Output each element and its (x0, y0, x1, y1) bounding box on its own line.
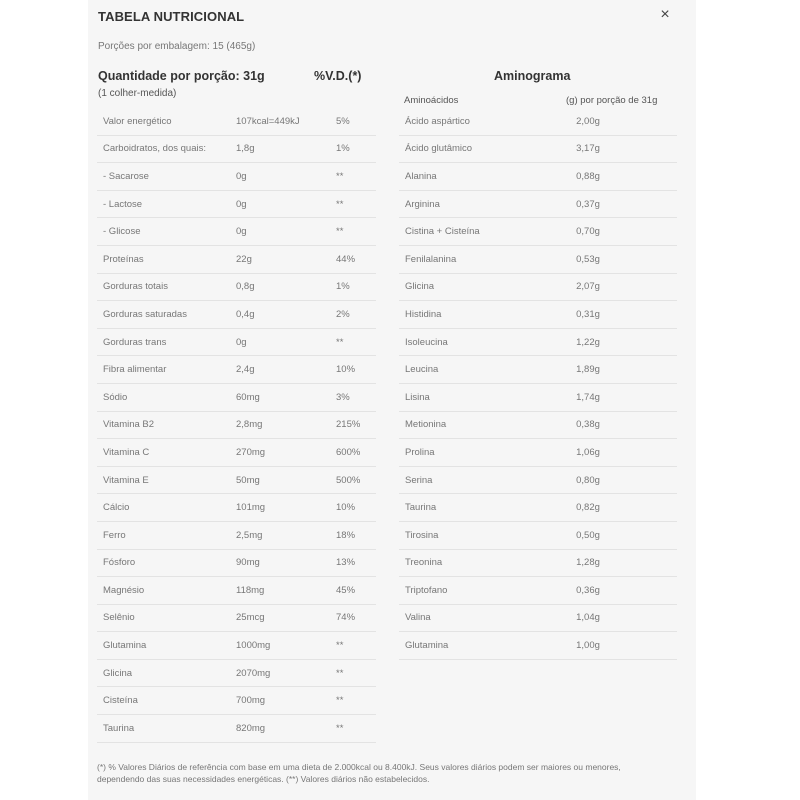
amino-amount: 1,22g (546, 328, 677, 356)
nutrient-amount: 0,4g (236, 301, 336, 329)
amino-amount: 1,28g (546, 549, 677, 577)
nutrition-row (97, 383, 376, 411)
nutrient-name: Proteínas (97, 245, 236, 273)
amino-name: Tirosina (399, 521, 546, 549)
amino-name: Alanina (399, 163, 546, 191)
amino-amount: 0,37g (546, 190, 677, 218)
nutrient-vd: ** (336, 163, 376, 191)
amino-name: Cistina + Cisteína (399, 218, 546, 246)
nutrient-name: Vitamina C (97, 439, 236, 467)
nutrient-name: Fósforo (97, 549, 236, 577)
nutrient-vd: ** (336, 659, 376, 687)
aminogram-row (399, 245, 677, 273)
amino-amount: 0,36g (546, 577, 677, 605)
amino-amount: 0,82g (546, 494, 677, 522)
nutrient-vd: 44% (336, 245, 376, 273)
nutrition-row (97, 163, 376, 191)
amino-amount: 0,80g (546, 466, 677, 494)
nutrition-row (97, 439, 376, 467)
aminogram-row (399, 190, 677, 218)
nutrition-row (97, 715, 376, 743)
modal-title: TABELA NUTRICIONAL (98, 9, 245, 24)
aminogram-row (399, 108, 677, 135)
nutrient-name: Cálcio (97, 494, 236, 522)
aminogram-col-name: Aminoácidos (404, 95, 459, 106)
aminogram-row (399, 632, 677, 660)
nutrient-vd: 45% (336, 577, 376, 605)
amino-name: Triptofano (399, 577, 546, 605)
amino-amount: 3,17g (546, 135, 677, 163)
nutrition-row (97, 190, 376, 218)
nutrient-amount: 22g (236, 245, 336, 273)
nutrition-row (97, 218, 376, 246)
portions-text: Porções por embalagem: 15 (465g) (98, 41, 256, 52)
aminogram-row (399, 439, 677, 467)
aminogram-title: Aminograma (494, 69, 571, 83)
nutrient-name: Sódio (97, 383, 236, 411)
amino-name: Metionina (399, 411, 546, 439)
aminogram-col-amount: (g) por porção de 31g (566, 95, 658, 106)
nutrient-vd: 600% (336, 439, 376, 467)
aminogram-row (399, 411, 677, 439)
amino-amount: 1,74g (546, 383, 677, 411)
nutrition-table (97, 108, 376, 743)
amino-amount: 0,50g (546, 521, 677, 549)
amino-name: Histidina (399, 301, 546, 329)
footnote: (*) % Valores Diários de referência com base em uma dieta de 2.000kcal ou 8.400kJ. Seus valores diários podem ser maiores ou menores, dependendo das suas necessidades energéticas. (**) Valores diários não estabelecidos. (97, 762, 621, 784)
amino-amount: 0,70g (546, 218, 677, 246)
amino-name: Isoleucina (399, 328, 546, 356)
nutrition-row (97, 687, 376, 715)
aminogram-row (399, 163, 677, 191)
nutrient-name: Glicina (97, 659, 236, 687)
nutrient-name: Carboidratos, dos quais: (97, 135, 236, 163)
aminogram-row (399, 135, 677, 163)
nutrition-row (97, 494, 376, 522)
nutrient-vd: ** (336, 190, 376, 218)
nutrient-amount: 107kcal=449kJ (236, 108, 336, 135)
nutrient-amount: 2,5mg (236, 521, 336, 549)
amino-amount: 1,89g (546, 356, 677, 384)
nutrition-row (97, 577, 376, 605)
measure-text: (1 colher-medida) (98, 88, 177, 99)
amino-amount: 2,07g (546, 273, 677, 301)
amino-name: Valina (399, 604, 546, 632)
nutrient-amount: 0g (236, 328, 336, 356)
nutrient-amount: 90mg (236, 549, 336, 577)
aminogram-row (399, 549, 677, 577)
nutrient-vd: 18% (336, 521, 376, 549)
nutrient-amount: 2,4g (236, 356, 336, 384)
nutrient-vd: 5% (336, 108, 376, 135)
amino-name: Glutamina (399, 632, 546, 660)
nutrient-name: Selênio (97, 604, 236, 632)
nutrient-vd: ** (336, 632, 376, 660)
nutrition-row (97, 108, 376, 135)
aminogram-row (399, 466, 677, 494)
nutrient-vd: 2% (336, 301, 376, 329)
amino-amount: 1,00g (546, 632, 677, 660)
amino-name: Lisina (399, 383, 546, 411)
nutrition-row (97, 466, 376, 494)
nutrient-name: Gorduras totais (97, 273, 236, 301)
nutrient-amount: 118mg (236, 577, 336, 605)
nutrient-vd: 74% (336, 604, 376, 632)
amino-amount: 0,88g (546, 163, 677, 191)
nutrient-vd: 10% (336, 494, 376, 522)
nutrition-row (97, 328, 376, 356)
amino-amount: 0,53g (546, 245, 677, 273)
nutrient-vd: 3% (336, 383, 376, 411)
amino-name: Treonina (399, 549, 546, 577)
aminogram-row (399, 604, 677, 632)
nutrient-amount: 700mg (236, 687, 336, 715)
vd-header: %V.D.(*) (314, 69, 362, 83)
amino-amount: 1,04g (546, 604, 677, 632)
amino-name: Taurina (399, 494, 546, 522)
nutrient-vd: ** (336, 328, 376, 356)
nutrient-amount: 0,8g (236, 273, 336, 301)
aminogram-row (399, 577, 677, 605)
nutrient-name: Vitamina E (97, 466, 236, 494)
nutrient-vd: 500% (336, 466, 376, 494)
nutrient-name: - Sacarose (97, 163, 236, 191)
amino-amount: 1,06g (546, 439, 677, 467)
nutrient-name: Magnésio (97, 577, 236, 605)
amino-name: Leucina (399, 356, 546, 384)
nutrient-amount: 101mg (236, 494, 336, 522)
aminogram-row (399, 273, 677, 301)
nutrition-row (97, 659, 376, 687)
nutrient-name: Valor energético (97, 108, 236, 135)
amino-name: Serina (399, 466, 546, 494)
aminogram-row (399, 218, 677, 246)
nutrition-row (97, 356, 376, 384)
amino-name: Glicina (399, 273, 546, 301)
nutrient-name: Cisteína (97, 687, 236, 715)
nutrient-name: Fibra alimentar (97, 356, 236, 384)
nutrition-row (97, 135, 376, 163)
nutrition-row (97, 301, 376, 329)
nutrient-amount: 50mg (236, 466, 336, 494)
nutrient-amount: 60mg (236, 383, 336, 411)
nutrient-amount: 270mg (236, 439, 336, 467)
nutrient-vd: ** (336, 218, 376, 246)
aminogram-row (399, 494, 677, 522)
amino-amount: 0,31g (546, 301, 677, 329)
nutrient-amount: 1,8g (236, 135, 336, 163)
nutrition-row (97, 411, 376, 439)
nutrient-vd: 1% (336, 135, 376, 163)
nutrient-name: Ferro (97, 521, 236, 549)
nutrient-amount: 25mcg (236, 604, 336, 632)
aminogram-row (399, 356, 677, 384)
nutrient-amount: 0g (236, 218, 336, 246)
aminogram-row (399, 521, 677, 549)
nutrient-vd: 10% (336, 356, 376, 384)
amino-name: Fenilalanina (399, 245, 546, 273)
nutrient-vd: ** (336, 715, 376, 743)
nutrient-amount: 0g (236, 163, 336, 191)
nutrient-name: Vitamina B2 (97, 411, 236, 439)
nutrient-name: Gorduras trans (97, 328, 236, 356)
aminogram-row (399, 328, 677, 356)
nutrition-row (97, 245, 376, 273)
amino-name: Prolina (399, 439, 546, 467)
nutrition-row (97, 521, 376, 549)
nutrient-vd: 215% (336, 411, 376, 439)
nutrition-row (97, 273, 376, 301)
amino-name: Ácido glutâmico (399, 135, 546, 163)
nutrient-name: Glutamina (97, 632, 236, 660)
nutrient-amount: 1000mg (236, 632, 336, 660)
nutrient-name: - Lactose (97, 190, 236, 218)
amino-amount: 2,00g (546, 108, 677, 135)
nutrient-name: Gorduras saturadas (97, 301, 236, 329)
nutrition-row (97, 632, 376, 660)
amino-name: Arginina (399, 190, 546, 218)
nutrient-amount: 0g (236, 190, 336, 218)
aminogram-table (399, 108, 677, 660)
nutrient-name: - Glicose (97, 218, 236, 246)
nutrient-amount: 820mg (236, 715, 336, 743)
nutrient-vd: ** (336, 687, 376, 715)
amino-amount: 0,38g (546, 411, 677, 439)
nutrient-vd: 13% (336, 549, 376, 577)
nutrition-row (97, 549, 376, 577)
aminogram-row (399, 383, 677, 411)
quantity-header: Quantidade por porção: 31g (98, 69, 265, 83)
aminogram-row (399, 301, 677, 329)
nutrient-name: Taurina (97, 715, 236, 743)
amino-name: Ácido aspártico (399, 108, 546, 135)
nutrient-amount: 2070mg (236, 659, 336, 687)
nutrient-vd: 1% (336, 273, 376, 301)
close-icon[interactable]: × (660, 6, 670, 23)
nutrition-row (97, 604, 376, 632)
nutrient-amount: 2,8mg (236, 411, 336, 439)
